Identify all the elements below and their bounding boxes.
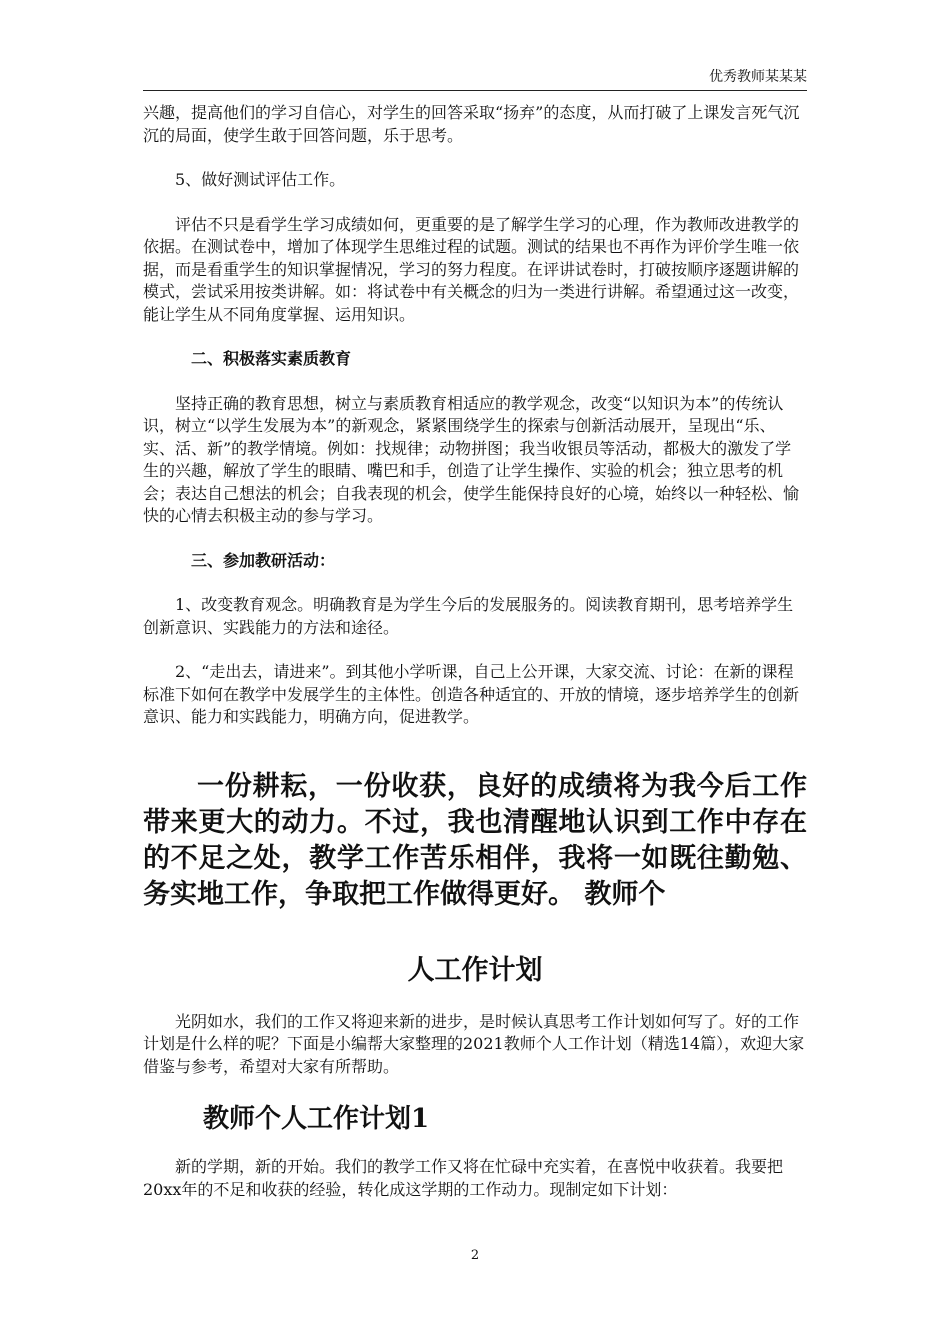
paragraph-continuation: 兴趣，提高他们的学习自信心，对学生的回答采取“扬弃”的态度，从而打破了上课发言死气沉沉的局面，使学生敢于回答问题，乐于思考。: [143, 103, 800, 145]
header-title: 优秀教师某某某: [709, 69, 807, 85]
document-body: [143, 102, 807, 1201]
section-heading-3: 三、参加教研活动：: [191, 550, 336, 570]
large-summary-text-end: 人工作计划: [407, 954, 543, 986]
paragraph-quality-education: 坚持正确的教育思想，树立与素质教育相适应的教学观念，改变“以知识为本”的传统认识，树立“以学生发展为本”的新观念，紧紧围绕学生的探索与创新活动展开，呈现出“乐、实、活、新”的教学情境。例如：找规律；动物拼图；我当收银员等活动，都极大的激发了学生的兴趣，解放了学生的眼睛、嘴巴和手，创造了让学生操作、实验的机会；独立思考的机会；表达自己想法的机会；自我表现的机会，使学生能保持良好的心境，始终以一种轻松、愉快的心情去积极主动的参与学习。: [143, 393, 800, 525]
header-divider: [143, 90, 807, 91]
document-title-1: 教师个人工作计划1: [203, 1104, 430, 1134]
paragraph-research-2: 2、“走出去，请进来”。到其他小学听课，自己上公开课，大家交流、讨论：在新的课程标准下如何在教学中发展学生的主体性。创造各种适宜的、开放的情境，逐步培养学生的创新意识、能力和实践能力，明确方向，促进教学。: [143, 662, 800, 726]
list-item-5: 5、做好测试评估工作。: [175, 170, 346, 189]
paragraph-research-1: 1、改变教育观念。明确教育是为学生今后的发展服务的。阅读教育期刊，思考培养学生创新意识、实践能力的方法和途径。: [143, 595, 794, 637]
large-summary-text: 一份耕耘，一份收获，良好的成绩将为我今后工作带来更大的动力。不过，我也清醒地认识到工作中存在的不足之处，教学工作苦乐相伴，我将一如既往勤勉、务实地工作，争取把工作做得更好。 教师个: [143, 770, 807, 910]
paragraph-evaluation: 评估不只是看学生学习成绩如何，更重要的是了解学生学习的心理，作为教师改进教学的依据。在测试卷中，增加了体现学生思维过程的试题。测试的结果也不再作为评价学生唯一依据，而是看重学生的知识掌握情况，学习的努力程度。在评讲试卷时，打破按顺序逐题讲解的模式，尝试采用按类讲解。如：将试卷中有关概念的归为一类进行讲解。希望通过这一改变，能让学生从不同角度掌握、运用知识。: [143, 214, 800, 324]
page-number: 2: [470, 1248, 480, 1263]
paragraph-intro: 光阴如水，我们的工作又将迎来新的进步，是时候认真思考工作计划如何写了。好的工作计划是什么样的呢？下面是小编帮大家整理的2021教师个人工作计划（精选14篇），欢迎大家借鉴与参考，希望对大家有所帮助。: [143, 1011, 805, 1076]
paragraph-new-semester: 新的学期，新的开始。我们的教学工作又将在忙碌中充实着，在喜悦中收获着。我要把20xx年的不足和收获的经验，转化成这学期的工作动力。现制定如下计划：: [143, 1157, 784, 1199]
section-heading-2: 二、积极落实素质教育: [191, 349, 352, 368]
